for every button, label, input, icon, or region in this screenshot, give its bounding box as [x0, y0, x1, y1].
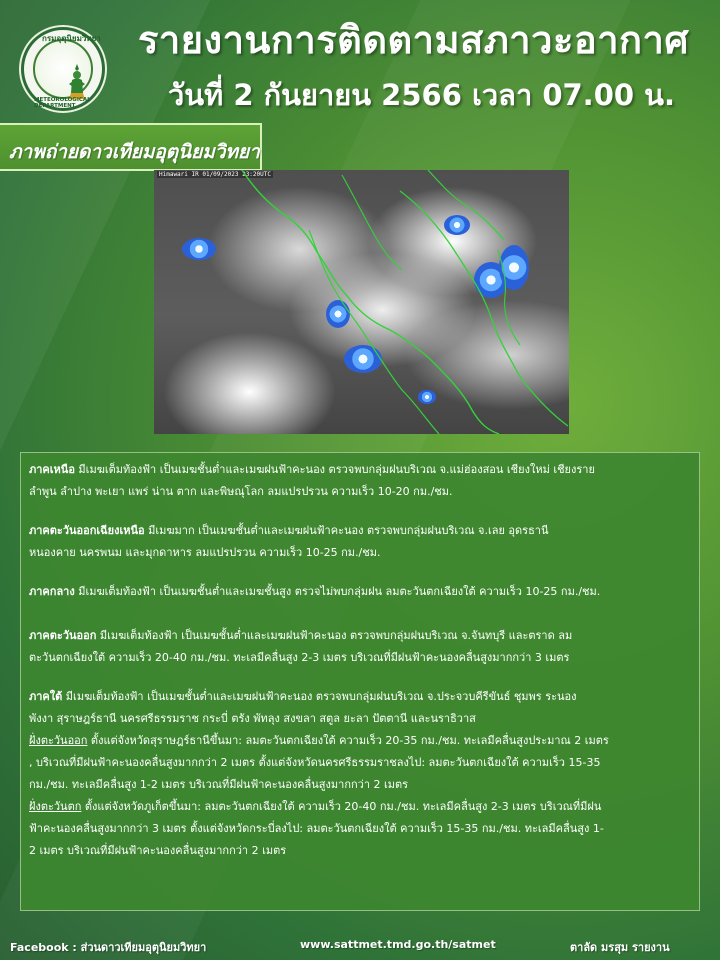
south-east-coast-line-1: ตั้งแต่จังหวัดสุราษฎร์ธานีขึ้นมา: ลมตะวันตกเฉียงใต้ ความเร็ว 20-35 กม./ชม. ทะเลมีคลื่นสูงประมาณ 2 เมตร	[87, 734, 609, 747]
east-text-line-1: มีเมฆเต็มท้องฟ้า เป็นเมฆชั้นต่ำและเมฆฝนฟ้าคะนอง ตรวจพบกลุ่มฝนบริเวณ จ.จันทบุรี และตราด ลม	[96, 629, 573, 642]
logo-bottom-text: METEOROLOGICAL DEPARTMENT	[34, 97, 91, 109]
forecast-panel	[20, 452, 700, 911]
south-text-line-1: มีเมฆเต็มท้องฟ้า เป็นเมฆชั้นต่ำและเมฆฝนฟ้าคะนอง ตรวจพบกลุ่มฝนบริเวณ จ.ประจวบคีรีขันธ์ ชุมพร ระนอง	[62, 690, 577, 703]
coastline-overlay	[154, 170, 569, 434]
facebook-page: Facebook : ส่วนดาวเทียมอุตุนิยมวิทยา	[10, 941, 207, 954]
logo-top-text: กรมอุตุนิยมวิทยา	[42, 34, 101, 43]
satellite-section-label	[0, 123, 262, 171]
central-text-line-1: มีเมฆเต็มท้องฟ้า เป็นเมฆชั้นต่ำและเมฆชั้นสูง ตรวจไม่พบกลุ่มฝน ลมตะวันตกเฉียงใต้ ความเร็ว 10-25 กม./ชม.	[74, 585, 601, 598]
north-text-line-1: มีเมฆเต็มท้องฟ้า เป็นเมฆชั้นต่ำและเมฆฝนฟ้าคะนอง ตรวจพบกลุ่มฝนบริเวณ จ.แม่ฮ่องสอน เชียงใหม่ เชียงราย	[74, 463, 595, 476]
reporter-name: ตาลัด มรสุม รายงาน	[570, 941, 670, 954]
south-forecast	[29, 686, 689, 862]
report-header	[0, 0, 720, 120]
north-forecast	[29, 459, 689, 503]
south-label: ภาคใต้	[29, 690, 63, 703]
east-text-line-2: ตะวันตกเฉียงใต้ ความเร็ว 20-40 กม./ชม. ทะเลมีคลื่นสูง 2-3 เมตร บริเวณที่มีฝนฟ้าคะนองคลื่นสูงมากกว่า 3 เมตร	[29, 651, 570, 664]
south-west-coast-line-2: ฟ้าคะนองคลื่นสูงมากกว่า 3 เมตร ตั้งแต่จังหวัดกระบี่ลงไป: ลมตะวันตกเฉียงใต้ ความเร็ว 15-35 กม./ชม. ทะเลมีคลื่นสูง 1-	[29, 822, 604, 835]
northeast-text-line-1: มีเมฆมาก เป็นเมฆชั้นต่ำและเมฆฝนฟ้าคะนอง ตรวจพบกลุ่มฝนบริเวณ จ.เลย อุดรธานี	[144, 524, 549, 537]
satellite-image	[154, 170, 569, 434]
south-west-coast-line-1: ตั้งแต่จังหวัดภูเก็ตขึ้นมา: ลมตะวันตกเฉียงใต้ ความเร็ว 20-40 กม./ชม. ทะเลมีคลื่นสูง 2-3 เมตร บริเวณที่มีฝน	[81, 800, 602, 813]
page-footer	[0, 932, 720, 960]
south-east-coast-label: ฝั่งตะวันออก	[29, 734, 88, 747]
northeast-text-line-2: หนองคาย นครพนม และมุกดาหาร ลมแปรปรวน ความเร็ว 10-25 กม./ชม.	[29, 546, 381, 559]
central-forecast	[29, 581, 689, 603]
central-label: ภาคกลาง	[29, 585, 75, 598]
northeast-forecast	[29, 520, 689, 564]
north-label: ภาคเหนือ	[29, 463, 75, 476]
deity-emblem-icon	[68, 63, 86, 101]
northeast-label: ภาคตะวันออกเฉียงเหนือ	[29, 524, 145, 537]
satellite-caption: Himawari IR 01/09/2023 23:20UTC	[159, 171, 271, 178]
east-forecast	[29, 625, 689, 669]
satellite-section-title: ภาพถ่ายดาวเทียมอุตุนิยมวิทยา	[9, 141, 260, 163]
east-label: ภาคตะวันออก	[29, 629, 97, 642]
north-text-line-2: ลำพูน ลำปาง พะเยา แพร่ น่าน ตาก และพิษณุโลก ลมแปรปรวน ความเร็ว 10-20 กม./ชม.	[29, 485, 453, 498]
report-date: วันที่ 2 กันยายน 2566 เวลา 07.00 น.	[168, 78, 675, 112]
meteorological-department-logo	[21, 27, 105, 111]
south-east-coast-line-3: กม./ชม. ทะเลมีคลื่นสูง 1-2 เมตร บริเวณที่มีฝนฟ้าคะนองคลื่นสูงมากกว่า 2 เมตร	[29, 778, 409, 791]
logo-emblem	[33, 39, 93, 99]
page-title: รายงานการติดตามสภาวะอากาศ	[138, 18, 690, 62]
south-east-coast-line-2: , บริเวณที่มีฝนฟ้าคะนองคลื่นสูงมากกว่า 2 เมตร ตั้งแต่จังหวัดนครศรีธรรมราชลงไป: ลมตะวันตกเฉียงใต้ ความเร็ว 15-35	[29, 756, 601, 769]
south-west-coast-label: ฝั่งตะวันตก	[29, 800, 82, 813]
south-text-line-2: พังงา สุราษฎร์ธานี นครศรีธรรมราช กระบี่ ตรัง พัทลุง สงขลา สตูล ยะลา ปัตตานี และนราธิวาส	[29, 712, 476, 725]
website-link[interactable]: www.sattmet.tmd.go.th/satmet	[300, 938, 496, 951]
south-west-coast-line-3: 2 เมตร บริเวณที่มีฝนฟ้าคะนองคลื่นสูงมากกว่า 2 เมตร	[29, 844, 287, 857]
